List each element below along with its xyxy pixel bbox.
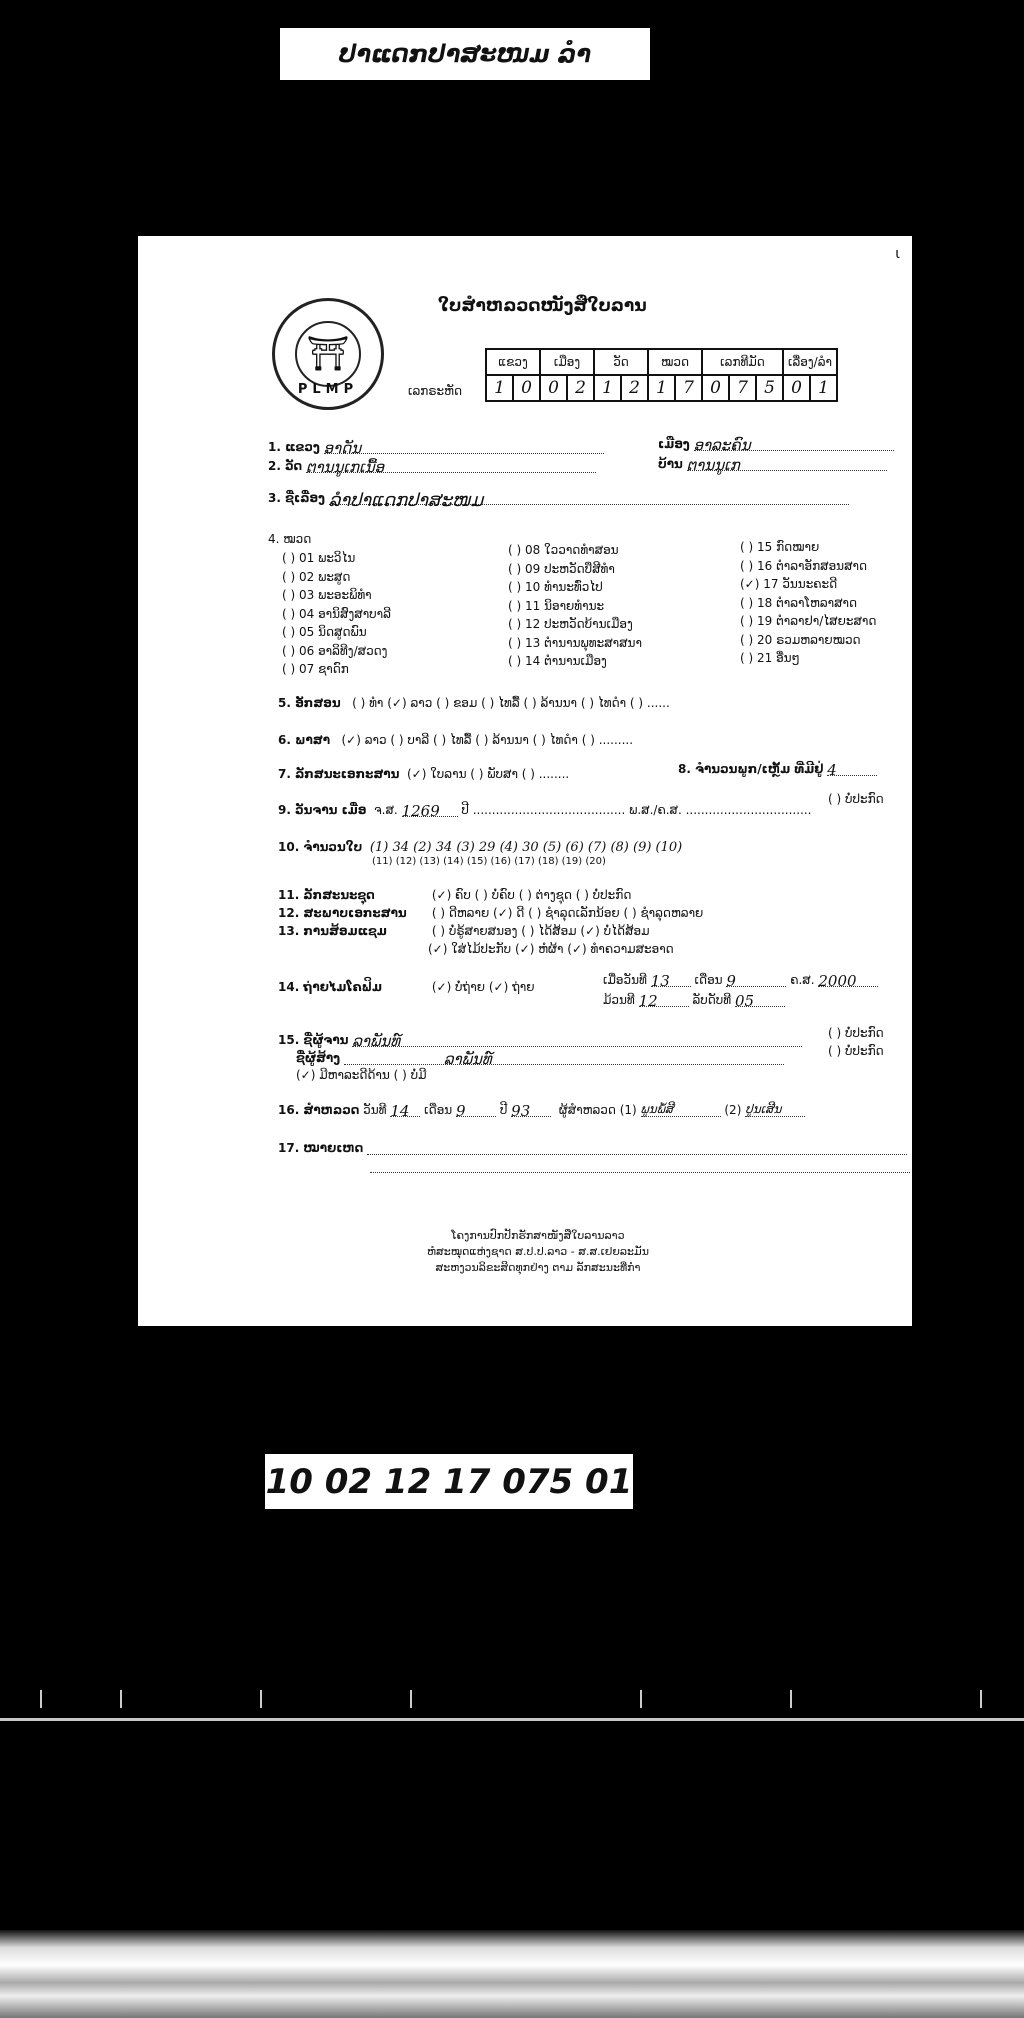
field-label: 2. ວັດ bbox=[268, 459, 303, 473]
category-option: ( ) 19 ຕຳລາຢາ/ໄສຍະສາດ bbox=[740, 614, 877, 628]
field-temple bbox=[268, 458, 596, 476]
language-options: (✓) ລາວ ( ) ບາລີ ( ) ໄທລື້ ( ) ລ້ານນາ ( ) ໄທດຳ ( ) ......... bbox=[341, 733, 634, 747]
field-value: ຕານນູເກ bbox=[686, 456, 740, 474]
code-digit: 1 bbox=[486, 375, 513, 401]
author-unknown: ( ) ບໍ່ປະກົດ bbox=[828, 1026, 884, 1040]
category-option: ( ) 20 ຣວມຫລາຍໝວດ bbox=[740, 632, 861, 647]
category-option: ( ) 07 ຊາດົກ bbox=[282, 662, 349, 676]
field-label: 5. ອັກສອນ bbox=[278, 696, 341, 710]
field-condition bbox=[278, 906, 703, 920]
field-title bbox=[268, 490, 849, 511]
code-header: ເລກທີມັດ bbox=[702, 349, 783, 375]
category-option: ( ) 14 ຕຳນານເມືອງ bbox=[508, 654, 607, 668]
sheet-footer bbox=[418, 1228, 658, 1276]
scan-artifact bbox=[410, 1690, 426, 1708]
field-remarks bbox=[278, 1140, 907, 1155]
year-value: 2000 bbox=[818, 972, 857, 990]
repair-options-a: ( ) ບໍ່ຣູ້ສາຍສນອງ ( ) ໄດ້ສ້ອມ (✓) ບໍ່ໄດ້ສ້ອມ bbox=[431, 924, 650, 938]
code-label: ເລກຣະຫັດ bbox=[408, 384, 462, 398]
category-option: ( ) 15 ກົດໝາຍ bbox=[740, 540, 820, 554]
roll-label: ມ້ວນທີ bbox=[603, 993, 635, 1007]
field-label: 3. ຊື່ເລື່ອງ bbox=[268, 491, 325, 505]
field-value: ຕານນູເກເນື້ອ bbox=[305, 458, 385, 476]
scan-artifact bbox=[640, 1690, 656, 1708]
field-material bbox=[278, 767, 569, 781]
composed-unknown: ( ) ບໍ່ປະກົດ bbox=[828, 792, 884, 806]
month-value: 9 bbox=[726, 972, 736, 990]
film-edge bbox=[0, 1930, 1024, 2018]
category-option: ( ) 05 ນິດສູດພົນ bbox=[282, 625, 367, 639]
code-digit: 2 bbox=[567, 375, 594, 401]
scan-artifact bbox=[980, 1690, 996, 1708]
surveyor-label: ຜູ້ສຳຫລວດ (1) bbox=[558, 1103, 637, 1117]
scan-artifact bbox=[790, 1690, 806, 1708]
field-script bbox=[278, 696, 670, 710]
field-fascicles bbox=[678, 761, 877, 779]
code-header: ເມືອງ bbox=[540, 349, 594, 375]
category-option: ( ) 06 ອາລິທີງ/ສວດງ bbox=[282, 643, 388, 658]
surveyor-2: ປູນເສີນ bbox=[745, 1102, 782, 1116]
field-district bbox=[658, 436, 894, 454]
code-digit: 1 bbox=[810, 375, 837, 401]
field-microfilm bbox=[278, 980, 535, 994]
field-copyist bbox=[296, 1050, 784, 1068]
sheet-title: ໃບສຳຫລວດໜັງສືໃບລານ bbox=[438, 296, 647, 316]
year-label: ຄ.ສ. bbox=[790, 973, 815, 987]
field-value: ລາພັນທ໌ bbox=[352, 1032, 401, 1050]
date-value: 13 bbox=[650, 972, 670, 990]
field-value: 4 bbox=[827, 761, 837, 779]
scan-line bbox=[0, 1718, 1024, 1721]
field-label: ບ້ານ bbox=[658, 457, 683, 471]
field-author bbox=[278, 1032, 802, 1050]
survey-year-label: ປີ bbox=[499, 1103, 508, 1117]
code-header: ແຂວງ bbox=[486, 349, 540, 375]
leaves-bottom: (11) (12) (13) (14) (15) (16) (17) (18) (19) (20) bbox=[372, 856, 606, 867]
footer-line: ຫໍສະໝຸດແຫ່ງຊາດ ສ.ປ.ປ.ລາວ - ສ.ສ.ເຢຍລະມັນ bbox=[427, 1245, 649, 1258]
field-label: 7. ລັກສນະເອກະສານ bbox=[278, 767, 400, 781]
field-village bbox=[658, 456, 887, 474]
category-option: (✓) 17 ວັນນະຄະດີ bbox=[740, 577, 838, 591]
field-label: 11. ລັກສະນະຊຸດ bbox=[278, 888, 375, 902]
survey-sheet bbox=[138, 236, 912, 1326]
field-repair bbox=[278, 924, 650, 938]
era-label: ຈ.ສ. bbox=[374, 803, 398, 817]
document-title-label: ປາແດກປາສະໜມ ລຳ bbox=[280, 28, 650, 80]
condition-options: ( ) ດີຫລາຍ (✓) ດີ ( ) ຊຳລຸດເລັກນ້ອຍ ( ) ຊຳລຸດຫລາຍ bbox=[431, 906, 704, 920]
category-option: ( ) 01 ພະວິໄນ bbox=[282, 551, 356, 565]
field-label: ເມືອງ bbox=[658, 437, 690, 451]
microfilm-options: (✓) ບໍ່ຖ່າຍ (✓) ຖ່າຍ bbox=[431, 980, 535, 994]
surveyor-1: ພູນພໍ້ສີ bbox=[640, 1102, 674, 1116]
field-value: ລາພັນທ໌ bbox=[443, 1050, 492, 1068]
script-options: ( ) ທຳ (✓) ລາວ ( ) ຂອມ ( ) ໄທລື້ ( ) ລ້ານນາ ( ) ໄທດຳ ( ) ...... bbox=[352, 696, 670, 710]
field-label: 15. ຊື່ຜູ້ຈານ bbox=[278, 1033, 349, 1047]
temple-icon: ⛩ bbox=[295, 321, 361, 387]
repair-options-b: (✓) ໃສ່ໄມ້ປະກັບ (✓) ຫໍຜ້າ (✓) ທຳຄວາມສະອາດ bbox=[428, 942, 674, 956]
code-digit: 7 bbox=[729, 375, 756, 401]
category-option: ( ) 12 ປະຫວັດບ້ານເມືອງ bbox=[508, 617, 633, 631]
seal-text: PLMP bbox=[297, 382, 359, 397]
field-label: 17. ໝາຍເຫດ bbox=[278, 1141, 364, 1155]
category-option: ( ) 02 ພະສູດ bbox=[282, 569, 351, 584]
month-label: ເດືອນ bbox=[694, 973, 723, 987]
code-digit: 0 bbox=[702, 375, 729, 401]
field-value: 1269 bbox=[401, 802, 440, 820]
field-completeness bbox=[278, 888, 631, 902]
field-language bbox=[278, 733, 633, 747]
field-label: 14. ຖ່າຍໄມໂຄຟິມ bbox=[278, 980, 383, 994]
field-label: 6. ພາສາ bbox=[278, 733, 331, 747]
code-digit: 2 bbox=[621, 375, 648, 401]
category-option: ( ) 21 ອື່ນໆ bbox=[740, 651, 800, 665]
code-header: ໝວດ bbox=[648, 349, 702, 375]
seq-label: ລັບດັບທີ bbox=[692, 993, 732, 1007]
microfilm-roll bbox=[603, 992, 785, 1010]
category-option: ( ) 04 ອານິສົງສາບາລີ bbox=[282, 606, 391, 621]
code-digit: 1 bbox=[648, 375, 675, 401]
code-header: ເລື່ອງ/ລຳ bbox=[783, 349, 837, 375]
field-label: 1. ແຂວງ bbox=[268, 440, 320, 454]
field-category-label: 4. ໝວດ bbox=[268, 532, 312, 546]
code-digit: 5 bbox=[756, 375, 783, 401]
material-options: (✓) ໃບລານ ( ) ພັບສາ ( ) ........ bbox=[407, 767, 570, 781]
field-label: 10. ຈຳນວນໃບ bbox=[278, 840, 363, 854]
survey-month-label: ເດືອນ bbox=[424, 1103, 453, 1117]
survey-day-label: ວັນທີ bbox=[363, 1103, 387, 1117]
field-composed bbox=[278, 802, 812, 820]
scan-artifact bbox=[120, 1690, 136, 1708]
code-digit: 1 bbox=[594, 375, 621, 401]
code-digit: 0 bbox=[513, 375, 540, 401]
colophon-options: (✓) ມີຫາລະດີດ້ານ ( ) ບໍ່ມີ bbox=[296, 1068, 427, 1082]
footer-line: ສະຫງວນລິຂະສິດທຸກຢ່າງ ຕາມ ລັກສະນະທີ່ກຳ bbox=[435, 1261, 641, 1274]
category-option: ( ) 18 ຕຳລາໂຫລາສາດ bbox=[740, 595, 858, 610]
category-option: ( ) 10 ທຳນະທົ່ວໄປ bbox=[508, 580, 603, 594]
field-value: ອາລະຄົນ bbox=[693, 436, 751, 454]
category-option: ( ) 11 ນິອາຍທຳນະ bbox=[508, 598, 605, 613]
completeness-options: (✓) ຄົບ ( ) ບໍ່ຄົບ ( ) ຕ່າງຊຸດ ( ) ບໍ່ປະກົດ bbox=[431, 888, 632, 902]
category-option: ( ) 09 ປະຫວັດບືສີທຳ bbox=[508, 561, 615, 576]
survey-month: 9 bbox=[456, 1102, 466, 1120]
leaves-top: (1) 34 (2) 34 (3) 29 (4) 30 (5) (6) (7) (8) (9) (10) bbox=[369, 840, 683, 855]
category-option: ( ) 03 ພະອະພິທຳ bbox=[282, 588, 372, 602]
field-leaves bbox=[278, 840, 682, 855]
field-label: ຊື່ຜູ້ສ້າງ bbox=[296, 1051, 341, 1065]
category-column-1 bbox=[282, 549, 391, 679]
field-label: 13. ການສ້ອມແຊມ bbox=[278, 924, 387, 938]
date-label: ເມື່ອວັນທີ bbox=[603, 973, 647, 987]
code-table bbox=[485, 348, 838, 402]
code-digit: 0 bbox=[540, 375, 567, 401]
microfilm-date bbox=[603, 972, 878, 990]
copyist-unknown: ( ) ບໍ່ປະກົດ bbox=[828, 1044, 884, 1058]
code-digit: 7 bbox=[675, 375, 702, 401]
remarks-line-2 bbox=[370, 1158, 910, 1173]
field-value: ລຳປາແດກປາສະໜມ bbox=[328, 490, 484, 511]
field-label: 8. ຈຳນວນພູກ/ເຫຼັ້ມ ທີ່ມີຢູ່ bbox=[678, 762, 824, 776]
field-label: 9. ວັນຈານ ເມື່ອ bbox=[278, 803, 367, 817]
roll-value: 12 bbox=[638, 992, 658, 1010]
manuscript-code-label: 10 02 12 17 075 01 bbox=[265, 1454, 633, 1509]
scan-artifact bbox=[40, 1690, 56, 1708]
seq-value: 05 bbox=[734, 992, 755, 1010]
category-option: ( ) 13 ຕຳນານພຸທະສາສນາ bbox=[508, 635, 642, 650]
surveyor-2-label: (2) bbox=[724, 1103, 742, 1117]
field-survey bbox=[278, 1102, 805, 1120]
category-option: ( ) 16 ຕຳລາອັກສອນສາດ bbox=[740, 558, 868, 573]
category-option: ( ) 08 ໃວວາດທຳສອນ bbox=[508, 543, 619, 557]
survey-year: 93 bbox=[511, 1102, 531, 1120]
category-column-2 bbox=[508, 541, 642, 671]
field-province bbox=[268, 439, 604, 457]
category-column-3 bbox=[740, 538, 876, 668]
code-digit: 0 bbox=[783, 375, 810, 401]
field-value: ອາດັນ bbox=[323, 439, 362, 457]
era-rest: ປີ ........................................ ພ.ສ./ຄ.ສ. ................................. bbox=[461, 803, 812, 817]
footer-line: ໂຄງການປົກປັກຮັກສາໜັງສືໃບລານລາວ bbox=[451, 1229, 625, 1242]
field-label: 12. ສະພາບເອກະສານ bbox=[278, 906, 407, 920]
scan-artifact bbox=[260, 1690, 276, 1708]
field-label: 16. ສຳຫລວດ bbox=[278, 1103, 360, 1117]
plmp-seal-icon bbox=[272, 298, 384, 410]
code-header: ວັດ bbox=[594, 349, 648, 375]
corner-mark: ι bbox=[895, 246, 900, 262]
survey-day: 14 bbox=[390, 1102, 410, 1120]
